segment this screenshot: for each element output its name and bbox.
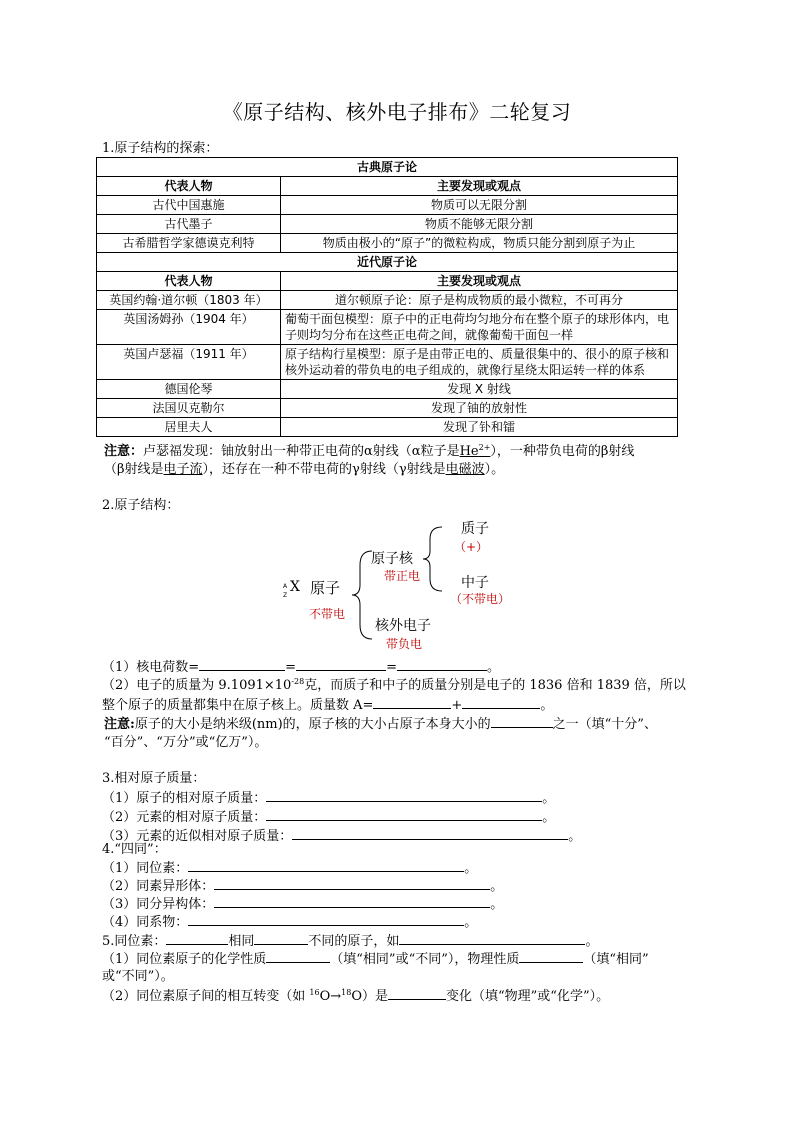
answer-blank[interactable] bbox=[214, 877, 490, 890]
answer-blank[interactable] bbox=[214, 895, 490, 908]
neutron-label: 中子 bbox=[461, 575, 489, 591]
person-cell: 英国汤姆孙（1904 年） bbox=[97, 310, 281, 345]
table-row bbox=[97, 215, 678, 234]
q-isotope-properties: （1）同位素原子的化学性质 （填“相同”或“不同”），物理性质 （填“相同” bbox=[102, 952, 649, 967]
section5-heading: 5.同位素： 相同 不同的原子，如 。 bbox=[102, 934, 599, 949]
view-cell: 发现 X 射线 bbox=[281, 380, 678, 399]
q-allotrope: （2）同素异形体： 。 bbox=[102, 879, 504, 894]
note-text: 卢瑟福发现：铀放射出一种带正电荷的α射线（α粒子是 bbox=[143, 444, 460, 459]
col-person-header: 代表人物 bbox=[97, 177, 281, 196]
proton-charge: （+） bbox=[454, 540, 489, 554]
answer-blank[interactable] bbox=[266, 950, 330, 963]
col-person-header: 代表人物 bbox=[97, 272, 281, 291]
view-cell: 发现了钋和镭 bbox=[281, 418, 678, 437]
electromagnetic-wave: 电磁波 bbox=[445, 462, 485, 477]
answer-blank[interactable] bbox=[199, 658, 285, 671]
electrons-label: 核外电子 bbox=[375, 618, 431, 634]
person-cell: 居里夫人 bbox=[97, 418, 281, 437]
view-cell: 道尔顿原子论：原子是构成物质的最小微粒，不可再分 bbox=[281, 291, 678, 310]
rutherford-note-line2 bbox=[104, 461, 504, 479]
view-cell: 原子结构行星模型：原子是由带正电的、质量很集中的、很小的原子核和核外运动着的带负电的电子组成的，就像行星绕太阳运转一样的体系 bbox=[281, 345, 678, 380]
q-relative-mass-1: （1）原子的相对原子质量： 。 bbox=[102, 791, 556, 806]
view-cell: 葡萄干面包模型：原子中的正电荷均匀地分布在整个原子的球形体内，电子则均匀分布在这些正电荷之间，就像葡萄干面包一样 bbox=[281, 310, 678, 345]
view-cell: 物质可以无限分割 bbox=[281, 196, 678, 215]
table-row bbox=[97, 399, 678, 418]
section1-heading: 1.原子结构的探索： bbox=[102, 141, 219, 156]
section3-heading: 3.相对原子质量： bbox=[102, 771, 206, 786]
proton-label: 质子 bbox=[461, 521, 489, 537]
answer-blank[interactable] bbox=[292, 827, 568, 840]
q-isomer: （3）同分异构体： 。 bbox=[102, 897, 504, 912]
q-isotope-properties-line2: 或“不同”）。 bbox=[102, 969, 174, 984]
atomic-history-table bbox=[96, 157, 678, 437]
answer-blank[interactable] bbox=[296, 658, 386, 671]
answer-blank[interactable] bbox=[373, 696, 451, 709]
size-note-line2: “百分”、“万分”或“亿万”）。 bbox=[104, 735, 268, 750]
note-text: ）。 bbox=[484, 462, 505, 477]
rutherford-note bbox=[104, 443, 634, 461]
q-relative-mass-3: （3）元素的近似相对原子质量： 。 bbox=[102, 829, 582, 844]
inner-brace bbox=[423, 527, 442, 591]
electron-flow: 电子流 bbox=[163, 462, 203, 477]
person-cell: 德国伦琴 bbox=[97, 380, 281, 399]
q-isotope-conversion: （2）同位素原子间的相互转变（如 $^{16}$O→$^{18}$O）是 变化（填“物理”或“化学”）。 bbox=[102, 988, 610, 1004]
answer-blank[interactable] bbox=[266, 789, 542, 802]
note-text: （β射线是 bbox=[104, 462, 164, 477]
atomic-number: Z bbox=[283, 592, 288, 599]
answer-blank[interactable] bbox=[491, 715, 553, 728]
q-mass-number: 整个原子的质量都集中在原子核上。质量数 A= + 。 bbox=[102, 698, 554, 713]
size-note: 注意:原子的大小是纳米级(nm)的，原子核的大小占原子本身大小的 之一（填“十分”、 bbox=[104, 717, 657, 732]
view-cell: 物质由极小的“原子”的微粒构成，物质只能分割到原子为止 bbox=[281, 234, 678, 253]
col-view-header: 主要发现或观点 bbox=[281, 177, 678, 196]
table-row bbox=[97, 345, 678, 380]
note-label: 注意： bbox=[104, 444, 144, 459]
page-title: 《原子结构、核外电子排布》二轮复习 bbox=[222, 100, 572, 124]
note-label: 注意: bbox=[104, 717, 135, 732]
q-relative-mass-2: （2）元素的相对原子质量： 。 bbox=[102, 810, 556, 825]
q-electron-mass: （2）电子的质量为 $9.1091\times 10^{-28}$克，而质子和中子的质量分别是电子的 1836 倍和 1839 倍，所以 bbox=[102, 677, 686, 693]
neutron-charge: （不带电） bbox=[450, 592, 511, 606]
table-row bbox=[97, 418, 678, 437]
table-row bbox=[97, 196, 678, 215]
nucleus-charge: 带正电 bbox=[384, 569, 421, 583]
answer-blank[interactable] bbox=[462, 696, 540, 709]
note-text: ），一种带负电荷的β射线 bbox=[490, 444, 635, 459]
element-symbol: X bbox=[290, 579, 300, 595]
q-isotope: （1）同位素： 。 bbox=[102, 861, 478, 876]
section4-heading: 4.“四同”： bbox=[102, 842, 167, 857]
view-cell: 物质不能够无限分割 bbox=[281, 215, 678, 234]
q-homolog: （4）同系物： 。 bbox=[102, 915, 478, 930]
person-cell: 古希腊哲学家德谟克利特 bbox=[97, 234, 281, 253]
q-nuclear-charge: （1）核电荷数= = = 。 bbox=[102, 660, 500, 675]
nucleus-label: 原子核 bbox=[371, 551, 413, 567]
atom-structure-diagram bbox=[280, 515, 540, 655]
col-view-header: 主要发现或观点 bbox=[281, 272, 678, 291]
atom-charge: 不带电 bbox=[309, 607, 346, 621]
view-cell: 发现了铀的放射性 bbox=[281, 399, 678, 418]
person-cell: 古代中国惠施 bbox=[97, 196, 281, 215]
answer-blank[interactable] bbox=[188, 859, 464, 872]
table-row bbox=[97, 234, 678, 253]
note-text: ），还存在一种不带电荷的γ射线（γ射线是 bbox=[202, 462, 446, 477]
answer-blank[interactable] bbox=[397, 658, 487, 671]
classical-title: 古典原子论 bbox=[97, 158, 678, 177]
person-cell: 古代墨子 bbox=[97, 215, 281, 234]
answer-blank[interactable] bbox=[254, 932, 308, 945]
modern-title: 近代原子论 bbox=[97, 253, 678, 272]
answer-blank[interactable] bbox=[519, 950, 583, 963]
helium-ion: $He^{2+}$ bbox=[459, 443, 491, 459]
table-row bbox=[97, 380, 678, 399]
person-cell: 英国卢瑟福（1911 年） bbox=[97, 345, 281, 380]
electrons-charge: 带负电 bbox=[386, 637, 423, 651]
answer-blank[interactable] bbox=[188, 913, 464, 926]
answer-blank[interactable] bbox=[388, 987, 446, 1000]
person-cell: 法国贝克勒尔 bbox=[97, 399, 281, 418]
table-row bbox=[97, 310, 678, 345]
table-row bbox=[97, 291, 678, 310]
person-cell: 英国约翰·道尔顿（1803 年） bbox=[97, 291, 281, 310]
answer-blank[interactable] bbox=[166, 932, 228, 945]
outer-brace bbox=[352, 551, 372, 639]
answer-blank[interactable] bbox=[399, 932, 585, 945]
answer-blank[interactable] bbox=[266, 808, 542, 821]
mass-number: A bbox=[283, 583, 288, 590]
atom-label: 原子 bbox=[310, 579, 341, 597]
section2-heading: 2.原子结构： bbox=[102, 498, 180, 513]
